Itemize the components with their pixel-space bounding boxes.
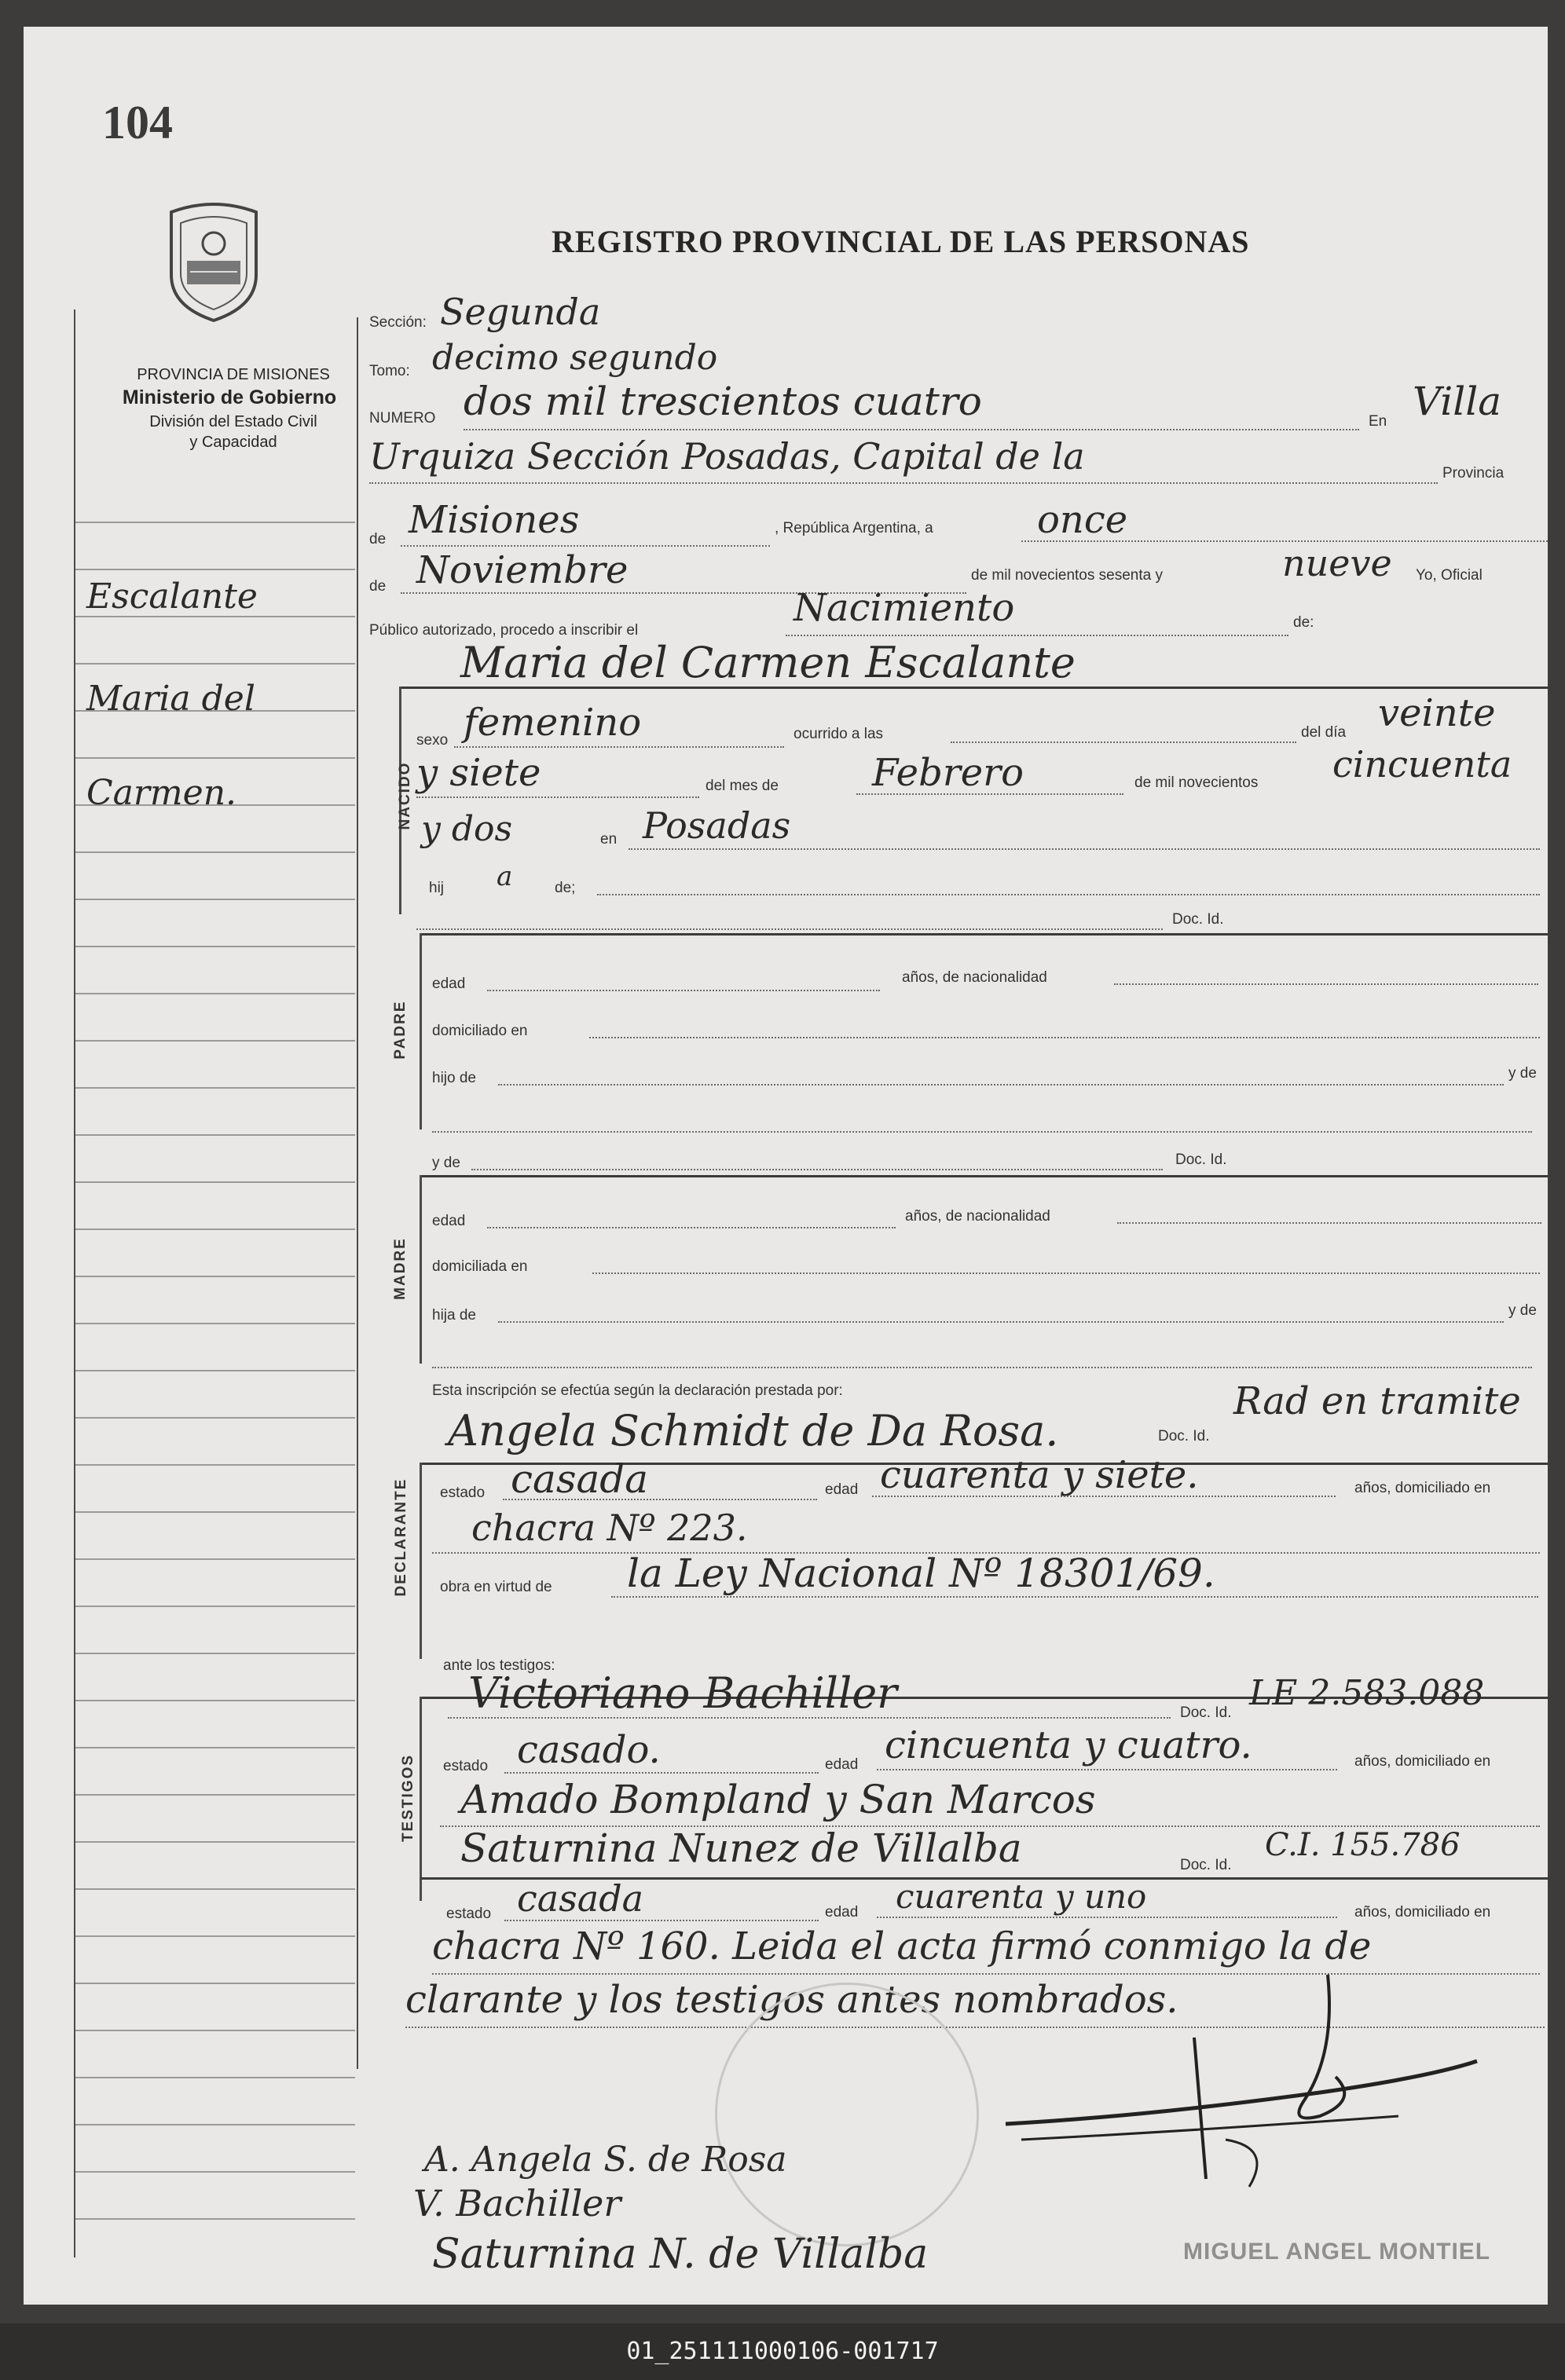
numero-dots	[464, 429, 1359, 430]
publico-label: Público autorizado, procedo a inscribir el	[369, 622, 639, 639]
padre-anios-label: años, de nacionalidad	[902, 969, 1047, 986]
declarante-obra: la Ley Nacional Nº 18301/69.	[627, 1551, 1215, 1596]
testigo2-estado: casada	[517, 1877, 644, 1920]
madre-hija-label: hija de	[432, 1307, 476, 1324]
margin-rule-line	[75, 1606, 355, 1607]
org-line-3: División del Estado Civil	[149, 413, 317, 430]
madre-top-rule	[421, 1175, 1548, 1177]
de-label-2: de	[369, 578, 387, 595]
margin-rule-line	[75, 1370, 355, 1371]
nombre-value: Maria del Carmen Escalante	[460, 638, 1076, 687]
padre-top-rule	[421, 933, 1548, 936]
margin-rule-line	[75, 2171, 355, 2173]
margin-rule-line	[75, 2077, 355, 2078]
margin-rule-line	[75, 851, 355, 853]
oficial-label: Yo, Oficial	[1416, 567, 1483, 584]
nacido-doc-dots	[416, 928, 1163, 930]
declarante-estado-dots	[503, 1499, 817, 1500]
margin-rule-line	[75, 1747, 355, 1748]
margin-rule-line	[75, 1700, 355, 1701]
margin-rule-line	[75, 899, 355, 900]
margin-rule-line	[75, 1511, 355, 1513]
oficial-signature	[990, 1959, 1493, 2195]
declarante-anios-label: años, domiciliado en	[1354, 1480, 1491, 1496]
madre-yde-label: y de	[432, 1155, 460, 1171]
testigo1-edad-dots	[877, 1769, 1337, 1770]
acto-dots	[786, 635, 1288, 636]
sexo-label: sexo	[416, 732, 449, 749]
hij-label: hij	[429, 880, 445, 896]
testigo2-nombre: Saturnina Nunez de Villalba	[460, 1825, 1022, 1871]
numero-label: NUMERO	[369, 410, 436, 427]
padre-domiciliado-label: domiciliado en	[432, 1023, 528, 1039]
margin-left-rule	[74, 309, 75, 2257]
dia-part-2: y siete	[416, 751, 541, 795]
testigo2-edad-label: edad	[825, 1904, 859, 1920]
image-id-footer	[0, 2323, 1565, 2380]
margin-rule-line	[75, 1888, 355, 1890]
declarante-doc-label: Doc. Id.	[1158, 1428, 1210, 1444]
mes-label: del mes de	[706, 778, 779, 794]
margin-rule-line	[75, 2218, 355, 2220]
margin-rule-line	[75, 1653, 355, 1654]
testigo2-edad: cuarenta y uno	[896, 1877, 1147, 1916]
madre-section-label: MADRE	[392, 1237, 409, 1300]
testigo2-edad-dots	[877, 1917, 1337, 1918]
madre-anios-label: años, de nacionalidad	[905, 1208, 1050, 1225]
madre-extra-dots	[432, 1367, 1532, 1368]
margin-rule-line	[75, 663, 355, 665]
padre-edad-dots	[487, 990, 880, 991]
nacido-section-label: NACIDO	[397, 761, 413, 830]
nacido-lugar: Posadas	[643, 804, 791, 847]
acto-value: Nacimiento	[793, 586, 1015, 630]
testigo1-edad: cincuenta y cuatro.	[885, 1723, 1252, 1767]
firma-testigo-1: V. Bachiller	[413, 2182, 621, 2224]
declarante-edad-label: edad	[825, 1481, 859, 1498]
declarante-nombre: Angela Schmidt de Da Rosa.	[448, 1406, 1059, 1455]
de-label: de	[369, 531, 387, 547]
margin-rule-line	[75, 1841, 355, 1843]
margin-rule-line	[75, 1134, 355, 1136]
nacido-mes-dots	[856, 793, 1123, 795]
nacido-top-rule	[401, 687, 1548, 689]
sexo-value: femenino	[464, 701, 642, 745]
padre-hijo-dots	[498, 1084, 1504, 1086]
cierre-text: clarante y los testigos antes nombrados.	[405, 1978, 1178, 2022]
hij-de-label: de;	[555, 880, 576, 896]
madre-bracket	[420, 1175, 422, 1364]
lugar-value-2: Urquiza Sección Posadas, Capital de la	[369, 435, 1085, 478]
provincia-value: Misiones	[409, 498, 580, 542]
declarante-obra-label: obra en virtud de	[440, 1579, 552, 1595]
testigo1-estado-dots	[504, 1772, 819, 1774]
testigo1-estado: casado.	[517, 1728, 661, 1772]
margin-rule-line	[75, 1323, 355, 1324]
padre-nac-dots	[1114, 983, 1538, 985]
margin-rule-line	[75, 522, 355, 523]
register-page	[24, 27, 1548, 2305]
testigos-bracket	[420, 1697, 422, 1901]
margin-rule-line	[75, 1087, 355, 1089]
madre-edad-label: edad	[432, 1213, 466, 1229]
margin-rule-line	[75, 1228, 355, 1230]
dia-part-dots	[416, 796, 699, 798]
page-title: REGISTRO PROVINCIAL DE LAS PERSONAS	[552, 224, 1250, 259]
padre-yde-label: y de	[1508, 1065, 1537, 1082]
del-dia-label: del día	[1301, 724, 1347, 741]
dia-value: once	[1037, 498, 1128, 542]
madre-dom-dots	[592, 1272, 1540, 1274]
testigo1-doc: LE 2.583.088	[1249, 1673, 1485, 1713]
margin-rule-line	[75, 993, 355, 994]
image-id: 01_251111000106-001717	[626, 2338, 939, 2365]
margin-rule-line	[75, 1181, 355, 1183]
margin-note-line-2: Maria del	[86, 679, 255, 719]
anio-label: de mil novecientos sesenta y	[971, 567, 1163, 584]
tomo-label: Tomo:	[369, 363, 410, 379]
padre-bracket	[420, 933, 422, 1130]
faint-round-stamp	[715, 1983, 979, 2246]
testigo2-domicilio: chacra Nº 160. Leida el acta firmó conmigo la de	[432, 1924, 1372, 1968]
declarante-edad: cuarenta y siete.	[880, 1453, 1199, 1497]
ocurrido-dots	[951, 741, 1296, 743]
anio-part-2: y dos	[421, 809, 513, 849]
margin-rule-line	[75, 2030, 355, 2031]
margin-rule-line	[75, 1276, 355, 1277]
provincia-label: Provincia	[1442, 465, 1505, 481]
en-label: En	[1369, 413, 1387, 430]
declarante-domicilio: chacra Nº 223.	[471, 1507, 748, 1549]
declarante-section-label: DECLARANTE	[393, 1477, 409, 1597]
firma-declarante: A. Angela S. de Rosa	[424, 2140, 787, 2180]
declarante-estado: casada	[511, 1456, 649, 1502]
testigo1-domicilio: Amado Bompland y San Marcos	[460, 1777, 1096, 1822]
declarante-obra-dots	[611, 1596, 1538, 1598]
margin-rule-line	[75, 1464, 355, 1466]
madre-edad-dots	[487, 1227, 896, 1228]
margin-rule-line	[75, 1040, 355, 1042]
page-number: 104	[102, 97, 173, 148]
ocurrido-label: ocurrido a las	[793, 726, 884, 742]
madre-doc-label: Doc. Id.	[1175, 1152, 1227, 1168]
org-line-1: PROVINCIA DE MISIONES	[137, 366, 330, 383]
padre-hijo-label: hijo de	[432, 1070, 476, 1086]
seccion-label: Sección:	[369, 314, 427, 331]
republica-label: , República Argentina, a	[775, 520, 933, 536]
margin-rule-line	[75, 946, 355, 947]
lugar-value-1: Villa	[1413, 379, 1502, 424]
lugar-dots	[369, 482, 1438, 484]
testigo1-edad-label: edad	[825, 1756, 859, 1773]
org-line-4: y Capacidad	[189, 434, 277, 451]
dia-part-1: veinte	[1378, 691, 1496, 735]
testigo2-estado-dots	[504, 1920, 819, 1921]
firma-testigo-2: Saturnina N. de Villalba	[432, 2231, 929, 2278]
margin-rule-line	[75, 1794, 355, 1796]
margin-note-line-1: Escalante	[86, 577, 258, 617]
testigo2-estado-label: estado	[446, 1906, 492, 1922]
nacido-mes-value: Febrero	[872, 751, 1024, 795]
oficial-name-stamp: MIGUEL ANGEL MONTIEL	[1183, 2239, 1491, 2265]
madre-nac-dots	[1117, 1222, 1541, 1224]
declarante-intro: Esta inscripción se efectúa según la declaración prestada por:	[432, 1382, 843, 1399]
numero-value: dos mil trescientos cuatro	[464, 379, 982, 424]
madre-yde-dots	[471, 1169, 1163, 1170]
margin-rule-line	[75, 1935, 355, 1937]
de-colon-label: de:	[1293, 614, 1314, 631]
padre-section-label: PADRE	[392, 1000, 409, 1060]
declarante-edad-dots	[872, 1496, 1336, 1497]
margin-right-rule	[357, 317, 358, 2069]
margin-rule-line	[75, 1558, 355, 1560]
madre-yde-label-2: y de	[1508, 1302, 1537, 1319]
sexo-dots	[454, 746, 784, 748]
margin-rule-line	[75, 1983, 355, 1984]
testigo1-estado-label: estado	[443, 1758, 489, 1774]
hij-suffix: a	[497, 861, 513, 892]
anio-value: nueve	[1282, 542, 1392, 584]
margin-rule-line	[75, 569, 355, 570]
margin-rule-line	[75, 1417, 355, 1419]
testigo1-anios-label: años, domiciliado en	[1354, 1753, 1491, 1770]
mes-value: Noviembre	[416, 548, 629, 592]
testigo1-nombre: Victoriano Bachiller	[468, 1668, 897, 1718]
margin-rule-line	[75, 2124, 355, 2126]
anio-part-1: cincuenta	[1332, 743, 1512, 785]
provincial-seal	[163, 196, 264, 322]
org-line-2: Ministerio de Gobierno	[122, 386, 337, 408]
nacido-en-label: en	[600, 831, 618, 848]
nacido-anio-label: de mil novecientos	[1134, 774, 1259, 791]
nacido-doc-label: Doc. Id.	[1172, 911, 1224, 928]
declarante-bracket	[420, 1463, 422, 1659]
testigo2-anios-label: años, domiciliado en	[1354, 1904, 1491, 1920]
testigo1-nombre-dots	[448, 1717, 1171, 1719]
padre-dom-dots	[589, 1037, 1540, 1038]
madre-domiciliada-label: domiciliada en	[432, 1258, 528, 1275]
tomo-value: decimo segundo	[432, 338, 718, 378]
hij-dots	[597, 894, 1540, 895]
declarante-doc: Rad en tramite	[1233, 1379, 1521, 1423]
testigo2-doc-label: Doc. Id.	[1180, 1857, 1232, 1873]
testigos-section-label: TESTIGOS	[400, 1753, 416, 1843]
seccion-value: Segunda	[440, 291, 601, 333]
testigo2-doc: C.I. 155.786	[1265, 1827, 1461, 1863]
margin-note-line-3: Carmen.	[86, 773, 237, 813]
testigo1-doc-label: Doc. Id.	[1180, 1704, 1232, 1721]
nacido-lugar-dots	[629, 848, 1540, 850]
provincia-dots	[401, 545, 770, 547]
margin-rule-line	[75, 757, 355, 759]
padre-extra-dots	[432, 1131, 1532, 1133]
testigos-intro: ante los testigos:	[443, 1657, 555, 1674]
declarante-estado-label: estado	[440, 1485, 486, 1501]
padre-edad-label: edad	[432, 976, 466, 992]
madre-hija-dots	[498, 1321, 1504, 1323]
